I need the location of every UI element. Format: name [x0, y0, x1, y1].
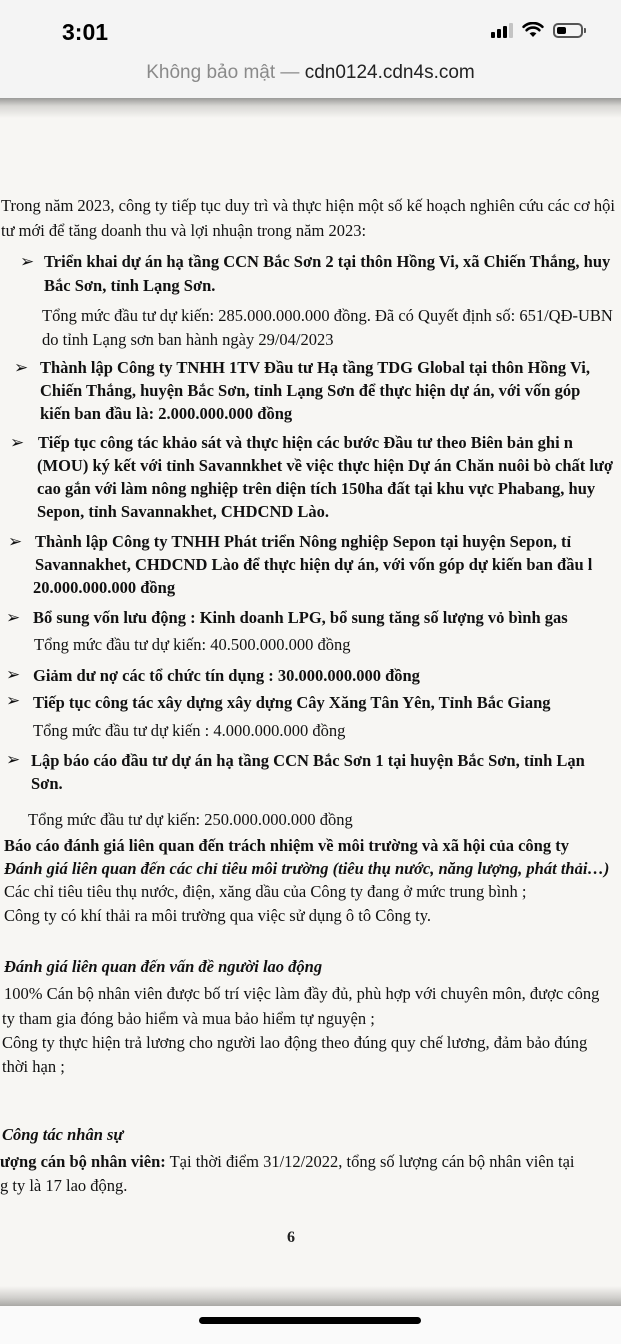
item-title: cao gắn với làm nông nghiệp trên diện tích 150ha đất tại khu vực Phabang, huy [37, 479, 596, 498]
section-heading: Báo cáo đánh giá liên quan đến trách nhiệm về môi trường và xã hội của công ty [4, 836, 569, 855]
item-title: Tiếp tục công tác xây dựng xây dựng Cây Xăng Tân Yên, Tỉnh Bắc Giang [33, 693, 551, 712]
item-title: Bổ sung vốn lưu động : Kinh doanh LPG, bổ sung tăng số lượng vỏ bình gas [33, 608, 568, 627]
security-label: Không bảo mật — [146, 62, 300, 83]
item-title: Chiến Thắng, huyện Bắc Sơn, tỉnh Lạng Sơn để thực hiện dự án, với vốn góp [40, 381, 581, 400]
bullet-arrow-icon: ➢ [8, 532, 23, 552]
item-title: Thành lập Công ty TNHH Phát triển Nông nghiệp Sepon tại huyện Sepon, tỉ [35, 532, 572, 551]
item-title: Sepon, tỉnh Savannakhet, CHDCND Lào. [37, 502, 330, 521]
bullet-arrow-icon: ➢ [6, 608, 21, 628]
intro-line: tư mới để tăng doanh thu và lợi nhuận trong năm 2023: [1, 221, 367, 240]
item-title: Sơn. [31, 774, 63, 793]
page-edge-bottom [0, 1286, 621, 1306]
item-title: (MOU) ký kết với tỉnh Savannkhet về việc thực hiện Dự án Chăn nuôi bò chất lượ [37, 456, 614, 475]
item-title: 20.000.000.000 đồng [33, 578, 176, 597]
item-title: Tiếp tục công tác khảo sát và thực hiện các bước Đầu tư theo Biên bản ghi n [38, 433, 573, 452]
bullet-arrow-icon: ➢ [6, 665, 21, 685]
item-body: Tổng mức đầu tư dự kiến : 4.000.000.000 đồng [33, 721, 346, 740]
document-page [0, 118, 621, 1288]
env-line: Các chỉ tiêu tiêu thụ nước, điện, xăng dầu của Công ty đang ở mức trung bình ; [4, 882, 527, 901]
status-icons [491, 22, 583, 38]
section-subheading: Đánh giá liên quan đến vấn đề người lao động [4, 957, 323, 976]
intro-line: Trong năm 2023, công ty tiếp tục duy trì và thực hiện một số kế hoạch nghiên cứu các cơ hội [1, 196, 615, 215]
bullet-arrow-icon: ➢ [6, 691, 21, 711]
item-title: Triển khai dự án hạ tầng CCN Bắc Sơn 2 tại thôn Hồng Vi, xã Chiến Thắng, huy [44, 252, 611, 271]
hr-line [0, 1152, 575, 1172]
page-edge-top [0, 98, 621, 118]
hr-label: ượng cán bộ nhân viên: [0, 1152, 166, 1171]
item-title: Lập báo cáo đầu tư dự án hạ tầng CCN Bắc Sơn 1 tại huyện Bắc Sơn, tỉnh Lạn [31, 751, 585, 770]
hr-text: Tại thời điểm 31/12/2022, tổng số lượng cán bộ nhân viên tại [165, 1152, 575, 1171]
hr-line: g ty là 17 lao động. [0, 1176, 128, 1195]
labor-line: Công ty thực hiện trả lương cho người lao động theo đúng quy chế lương, đảm bảo đúng [2, 1033, 588, 1052]
status-time: 3:01 [62, 19, 109, 45]
item-title: Giảm dư nợ các tổ chức tín dụng : 30.000.000.000 đồng [33, 666, 420, 685]
url-domain[interactable]: cdn0124.cdn4s.com [304, 62, 475, 83]
item-body: Tổng mức đầu tư dự kiến: 285.000.000.000 đồng. Đã có Quyết định số: 651/QĐ-UBN [42, 306, 613, 325]
home-area [0, 1306, 621, 1344]
item-title: kiến ban đầu là: 2.000.000.000 đồng [40, 404, 293, 423]
labor-line: ty tham gia đóng bảo hiểm và mua bảo hiểm tự nguyện ; [2, 1009, 375, 1028]
item-body: Tổng mức đầu tư dự kiến: 40.500.000.000 đồng [34, 635, 351, 654]
env-line: Công ty có khí thải ra môi trường qua việc sử dụng ô tô Công ty. [4, 906, 431, 925]
section-subheading: Công tác nhân sự [2, 1125, 124, 1144]
bullet-arrow-icon: ➢ [20, 252, 35, 272]
item-title: Thành lập Công ty TNHH 1TV Đầu tư Hạ tầng TDG Global tại thôn Hồng Vi, [40, 358, 590, 377]
labor-line: 100% Cán bộ nhân viên được bố trí việc làm đầy đủ, phù hợp với chuyên môn, được công [4, 984, 600, 1003]
item-body: do tỉnh Lạng sơn ban hành ngày 29/04/2023 [42, 330, 334, 349]
section-subheading: Đánh giá liên quan đến các chỉ tiêu môi trường (tiêu thụ nước, năng lượng, phát thải…) [4, 859, 610, 878]
labor-line: thời hạn ; [2, 1057, 65, 1076]
bullet-arrow-icon: ➢ [6, 750, 21, 770]
bullet-arrow-icon: ➢ [10, 433, 25, 453]
wifi-icon [522, 22, 544, 38]
page-number: 6 [287, 1229, 295, 1246]
bullet-arrow-icon: ➢ [14, 358, 29, 378]
item-body: Tổng mức đầu tư dự kiến: 250.000.000.000 đồng [28, 810, 353, 829]
address-bar[interactable] [0, 56, 621, 98]
item-title: Savannakhet, CHDCND Lào để thực hiện dự án, với vốn góp dự kiến ban đầu l [35, 555, 593, 574]
status-bar [0, 0, 621, 62]
battery-icon [553, 23, 583, 38]
home-indicator[interactable] [199, 1317, 421, 1324]
item-title: Bắc Sơn, tỉnh Lạng Sơn. [44, 276, 216, 295]
cellular-signal-icon [491, 22, 513, 38]
